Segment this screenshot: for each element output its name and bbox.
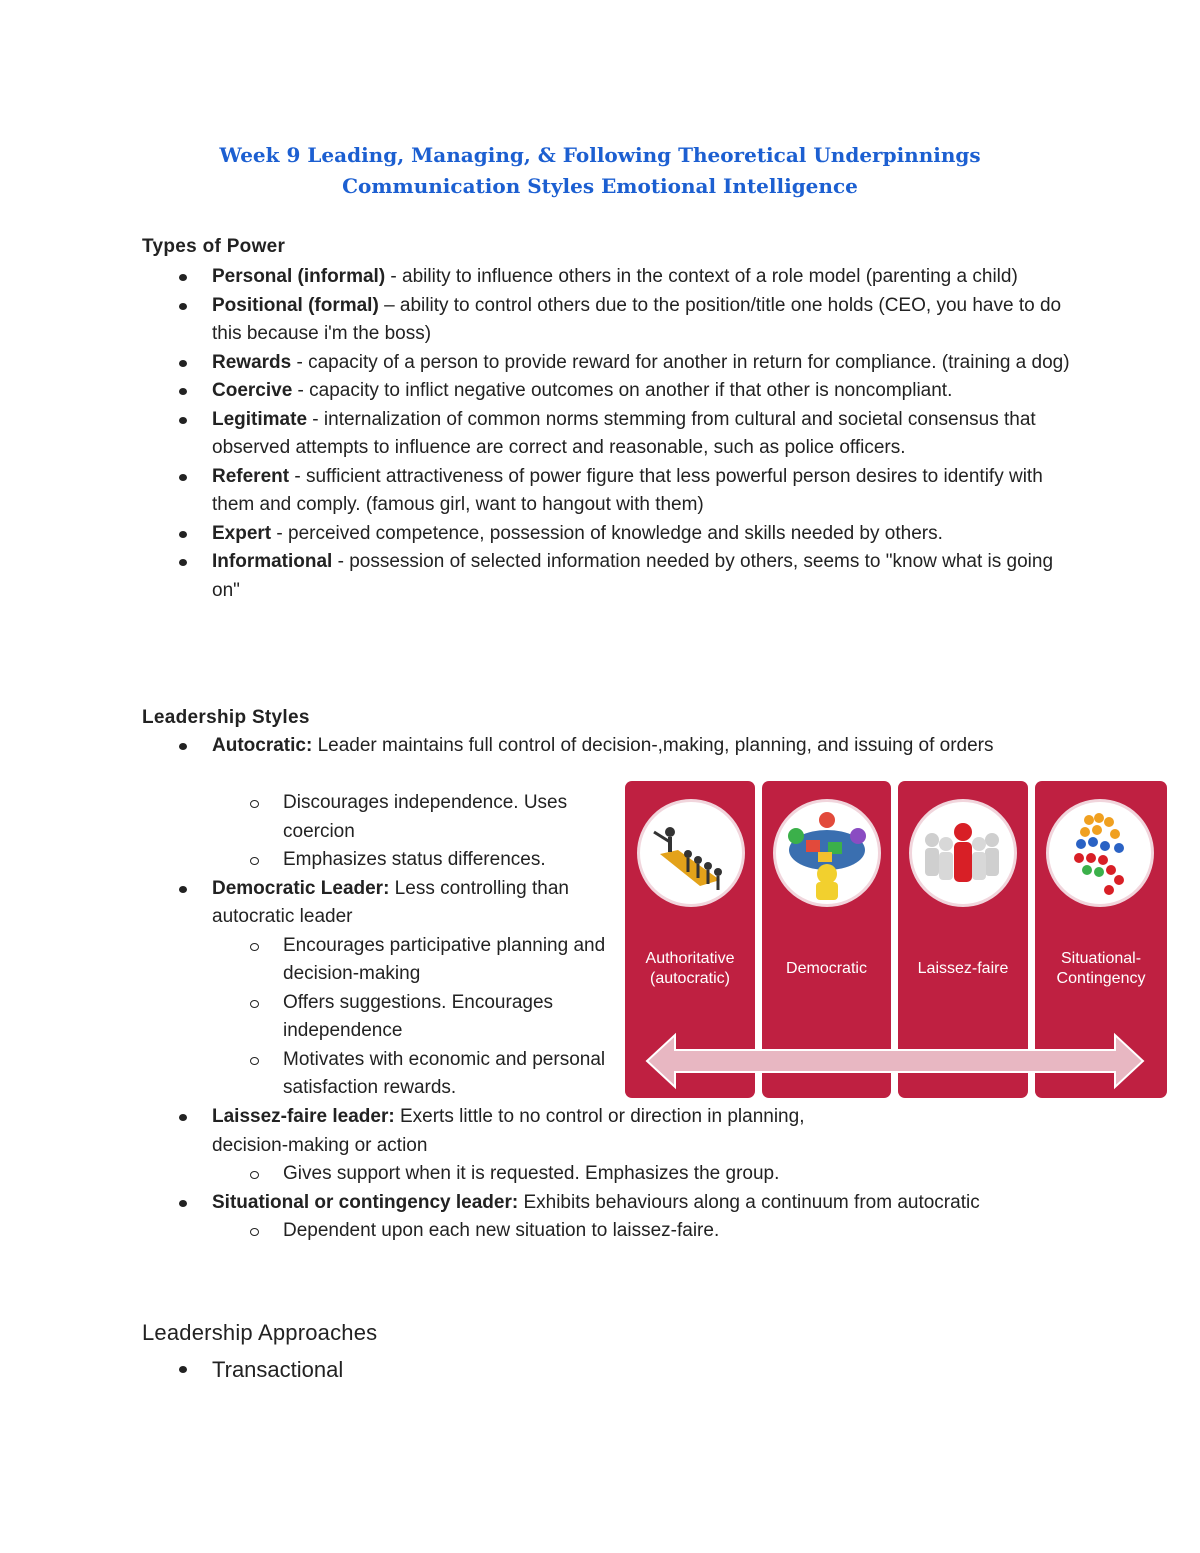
list-item: Laissez-faire leader: Exerts little to no control or direction in planning, decision-making or action	[142, 1103, 1042, 1160]
list-item: Encourages participative planning and decision-making	[142, 932, 620, 989]
list-item: Democratic Leader: Less controlling than autocratic leader	[142, 875, 620, 932]
bullet-icon	[179, 274, 187, 281]
circle-bullet-icon	[250, 857, 259, 865]
bullet-icon	[179, 388, 187, 395]
bullet-icon	[179, 559, 187, 566]
list-item: Coercive - capacity to inflict negative outcomes on another if that other is noncompliant.	[142, 377, 1072, 406]
panel-label-laissez-faire: Laissez-faire	[917, 960, 1009, 977]
panel-label-authoritative: Authoritative (autocratic)	[645, 950, 735, 987]
panel-label-situational: Situational- Contingency	[1056, 950, 1146, 987]
list-item: Referent - sufficient attractiveness of power figure that less powerful person desires to identify with them and comply. (famous girl, want to hangout with them)	[142, 463, 1072, 520]
red-figure-group-icon	[909, 799, 1017, 907]
list-item: Dependent upon each new situation to laissez-faire.	[142, 1217, 1042, 1246]
circle-bullet-icon	[250, 800, 259, 808]
list-item: Discourages independence. Uses coercion	[142, 789, 620, 846]
style-sublist	[142, 789, 620, 1103]
panel-label-democratic: Democratic	[786, 960, 867, 977]
bullet-icon	[179, 360, 187, 367]
bullet-icon	[179, 1200, 187, 1207]
approaches-list	[142, 1354, 1042, 1386]
power-list	[142, 263, 1072, 605]
circle-bullet-icon	[250, 943, 259, 951]
leader-pointing-icon	[637, 799, 745, 907]
list-item: Autocratic: Leader maintains full control of decision-,making, planning, and issuing of orders	[142, 732, 1047, 761]
bullet-icon	[179, 303, 187, 310]
list-item: Legitimate - internalization of common norms stemming from cultural and societal consensus that observed attempts to influence are correct and reasonable, such as police officers.	[142, 406, 1072, 463]
team-puzzle-icon	[773, 799, 881, 907]
laissez-block	[142, 1103, 1042, 1246]
list-item: Offers suggestions. Encourages independence	[142, 989, 620, 1046]
document-title: Week 9 Leading, Managing, & Following Theoretical Underpinnings Communication Styles Emotional Intelligence	[219, 143, 981, 198]
bullet-icon	[179, 743, 187, 750]
leadership-approaches-heading: Leadership Approaches	[142, 1320, 378, 1345]
list-item: Personal (informal) - ability to influence others in the context of a role model (parenting a child)	[142, 263, 1072, 292]
bullet-icon	[179, 474, 187, 481]
crowd-queue-icon	[1046, 799, 1154, 907]
bullet-icon	[179, 886, 187, 893]
bullet-icon	[179, 531, 187, 538]
bullet-icon	[179, 417, 187, 424]
bullet-icon	[179, 1114, 187, 1121]
list-item: Transactional	[142, 1354, 1042, 1386]
double-arrow-icon	[645, 1031, 1145, 1091]
circle-bullet-icon	[250, 1000, 259, 1008]
list-item: Rewards - capacity of a person to provide reward for another in return for compliance. (training a dog)	[142, 349, 1072, 378]
autocratic-block	[142, 732, 1047, 761]
list-item: Situational or contingency leader: Exhibits behaviours along a continuum from autocratic	[142, 1189, 1042, 1218]
list-item: Emphasizes status differences.	[142, 846, 620, 875]
list-item: Positional (formal) – ability to control others due to the position/title one holds (CEO, you have to do this because i'm the boss)	[142, 292, 1072, 349]
leadership-styles-heading: Leadership Styles	[142, 707, 310, 728]
types-of-power-heading: Types of Power	[142, 236, 286, 257]
list-item: Expert - perceived competence, possession of knowledge and skills needed by others.	[142, 520, 1072, 549]
list-item: Motivates with economic and personal satisfaction rewards.	[142, 1046, 620, 1103]
leadership-styles-figure	[625, 781, 1167, 1098]
list-item: Gives support when it is requested. Emphasizes the group.	[142, 1160, 1042, 1189]
circle-bullet-icon	[250, 1228, 259, 1236]
circle-bullet-icon	[250, 1171, 259, 1179]
circle-bullet-icon	[250, 1057, 259, 1065]
bullet-icon	[179, 1366, 187, 1373]
list-item: Informational - possession of selected information needed by others, seems to "know what is going on"	[142, 548, 1072, 605]
